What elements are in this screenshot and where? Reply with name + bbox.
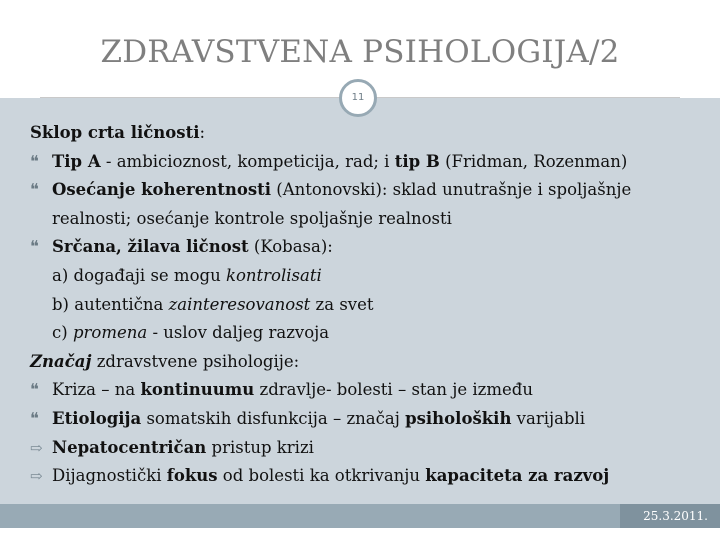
- heading-sklop: Sklop crta ličnosti:: [30, 123, 206, 142]
- slide-number-badge: 11: [339, 79, 377, 117]
- sub-item-a: a) događaji se mogu kontrolisati: [52, 265, 322, 285]
- list-item-etiologija: ❝ Etiologija somatskih disfunkcija – značaj psiholoških varijabli: [30, 405, 700, 434]
- sub-item-b: b) autentična zainteresovanost za svet: [52, 294, 374, 314]
- bullet-icon: ❝: [30, 380, 39, 400]
- list-item-tip: ❝ Tip A - ambicioznost, kompeticija, rad; i tip B (Fridman, Rozenman): [30, 148, 700, 177]
- footer-bar: [0, 504, 620, 528]
- list-item-koherentnost: ❝ Osećanje koherentnosti (Antonovski): sklad unutrašnje i spoljašnje: [30, 176, 700, 205]
- list-item-zilava: ❝ Srčana, žilava ličnost (Kobasa):: [30, 233, 700, 262]
- arrow-icon: ⇨: [30, 438, 43, 457]
- slide-body: [30, 119, 700, 491]
- list-item-koherentnost-cont: realnosti; osećanje kontrole spoljašnje realnosti: [52, 208, 452, 228]
- footer-date: 25.3.2011.: [643, 509, 708, 523]
- bottom-strip: [0, 528, 720, 540]
- sub-item-c: c) promena - uslov daljeg razvoja: [52, 323, 330, 343]
- slide-title: ZDRAVSTVENA PSIHOLOGIJA/2: [100, 34, 620, 70]
- bullet-icon: ❝: [30, 408, 39, 428]
- list-item-dijagnosticki: ⇨ Dijagnostički fokus od bolesti ka otkrivanju kapaciteta za razvoj: [30, 462, 700, 491]
- arrow-icon: ⇨: [30, 467, 43, 486]
- heading-znacaj: Značaj zdravstvene psihologije:: [30, 351, 300, 371]
- bullet-icon: ❝: [30, 180, 39, 200]
- bullet-icon: ❝: [30, 151, 39, 171]
- bullet-icon: ❝: [30, 237, 39, 257]
- list-item-nepatocentrican: ⇨ Nepatocentričan pristup krizi: [30, 434, 700, 463]
- list-item-kriza: ❝ Kriza – na kontinuumu zdravlje- bolesti – stan je između: [30, 376, 700, 405]
